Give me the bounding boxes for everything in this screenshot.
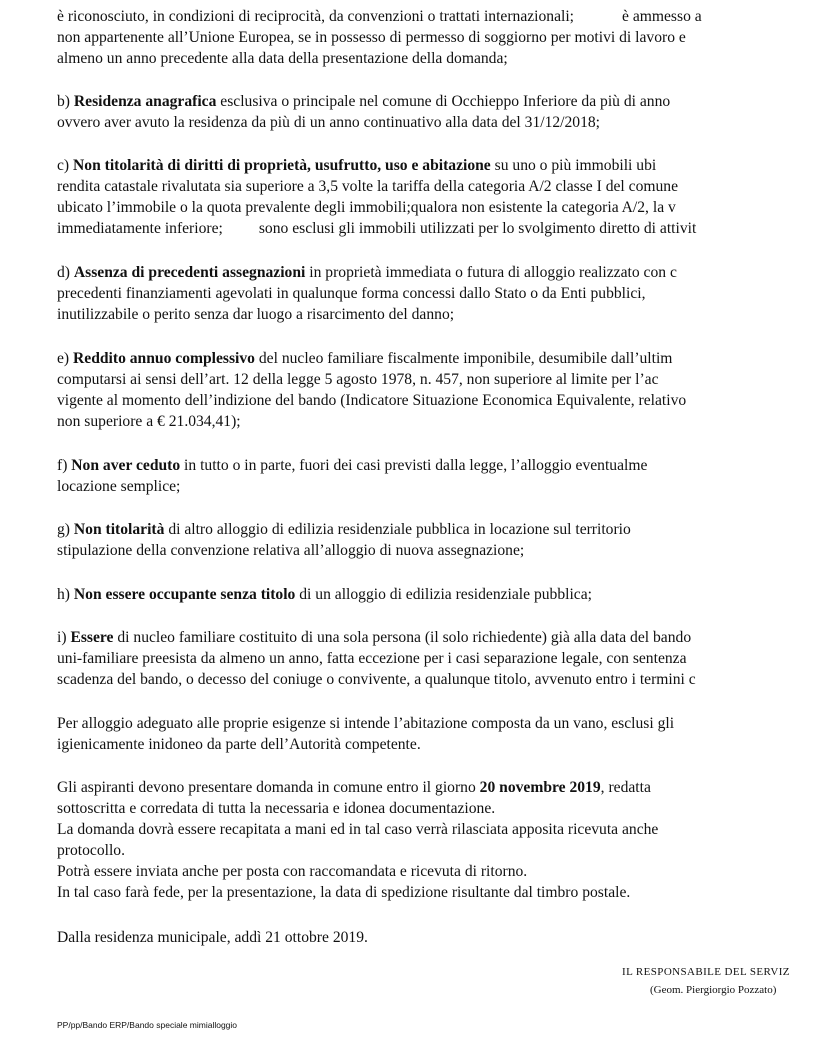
para-a-line-1: è riconosciuto, in condizioni di reciprocità, da convenzioni o trattati internazionali; è ammesso a (57, 8, 702, 25)
para-c-line-2: rendita catastale rivalutata sia superiore a 3,5 volte la tariffa della categoria A/2 classe I del comune (57, 178, 679, 195)
para-g-line-1: g) Non titolarità di altro alloggio di edilizia residenziale pubblica in locazione sul territorio (57, 521, 631, 538)
para-f-line-1: f) Non aver ceduto in tutto o in parte, fuori dei casi previsti dalla legge, l’alloggio eventualme (57, 457, 648, 474)
para-c-line-3: ubicato l’immobile o la quota prevalente degli immobili;qualora non esistente la categoria A/2, la v (57, 199, 676, 216)
para-alloggio-line-1: Per alloggio adeguato alle proprie esigenze si intende l’abitazione composta da un vano, esclusi gli (57, 715, 675, 732)
para-g-line-2: stipulazione della convenzione relativa all’alloggio di nuova assegnazione; (57, 542, 525, 559)
para-e-line-4: non superiore a € 21.034,41); (57, 413, 241, 430)
para-i-line-3: scadenza del bando, o decesso del coniuge o convivente, a qualunque titolo, avvenuto entro i termini c (57, 671, 696, 688)
para-b-line-1: b) Residenza anagrafica esclusiva o principale nel comune di Occhieppo Inferiore da più di anno (57, 93, 671, 110)
para-i-line-1: i) Essere di nucleo familiare costituito di una sola persona (il solo richiedente) già alla data del bando (57, 629, 692, 646)
para-alloggio-line-2: igienicamente inidoneo da parte dell’Autorità competente. (57, 736, 421, 753)
para-domanda-line-1: Gli aspiranti devono presentare domanda in comune entro il giorno 20 novembre 2019, redatta (57, 779, 651, 796)
para-c-line-1: c) Non titolarità di diritti di proprietà, usufrutto, uso e abitazione su uno o più immobili ubi (57, 157, 657, 174)
para-h-line-1: h) Non essere occupante senza titolo di un alloggio di edilizia residenziale pubblica; (57, 586, 592, 603)
para-a-line-2: non appartenente all’Unione Europea, se in possesso di permesso di soggiorno per motivi di lavoro e (57, 29, 686, 46)
para-e-line-1: e) Reddito annuo complessivo del nucleo familiare fiscalmente imponibile, desumibile dall’ultim (57, 350, 673, 367)
para-domanda-line-3: La domanda dovrà essere recapitata a mani ed in tal caso verrà rilasciata apposita ricevuta anche (57, 821, 659, 838)
para-d-line-3: inutilizzabile o perito senza dar luogo a risarcimento del danno; (57, 306, 455, 323)
closing-line: Dalla residenza municipale, addì 21 ottobre 2019. (57, 929, 368, 946)
para-e-line-2: computarsi ai sensi dell’art. 12 della legge 5 agosto 1978, n. 457, non superiore al limite per l’ac (57, 371, 659, 388)
para-a-line-3: almeno un anno precedente alla data della presentazione della domanda; (57, 50, 508, 67)
signature-title: IL RESPONSABILE DEL SERVIZ (622, 966, 790, 978)
signature-name: (Geom. Piergiorgio Pozzato) (650, 984, 777, 996)
para-domanda-line-5: Potrà essere inviata anche per posta con raccomandata e ricevuta di ritorno. (57, 863, 528, 880)
para-b-line-2: ovvero aver avuto la residenza da più di un anno continuativo alla data del 31/12/2018; (57, 114, 601, 131)
para-i-line-2: uni-familiare preesista da almeno un anno, fatta eccezione per i casi separazione legale, con sentenza (57, 650, 687, 667)
para-domanda-line-4: protocollo. (57, 842, 125, 859)
para-e-line-3: vigente al momento dell’indizione del bando (Indicatore Situazione Economica Equivalente, relativo (57, 392, 687, 409)
footer-file-path: PP/pp/Bando ERP/Bando speciale mimialloggio (57, 1020, 238, 1030)
para-d-line-2: precedenti finanziamenti agevolati in qualunque forma concessi dallo Stato o da Enti pubblici, (57, 285, 646, 302)
para-d-line-1: d) Assenza di precedenti assegnazioni in proprietà immediata o futura di alloggio realizzato con c (57, 264, 677, 281)
para-c-line-4: immediatamente inferiore; sono esclusi gli immobili utilizzati per lo svolgimento diretto di attivit (57, 220, 697, 237)
para-f-line-2: locazione semplice; (57, 478, 181, 495)
para-domanda-line-6: In tal caso farà fede, per la presentazione, la data di spedizione risultante dal timbro postale. (57, 884, 631, 901)
para-domanda-line-2: sottoscritta e corredata di tutta la necessaria e idonea documentazione. (57, 800, 496, 817)
